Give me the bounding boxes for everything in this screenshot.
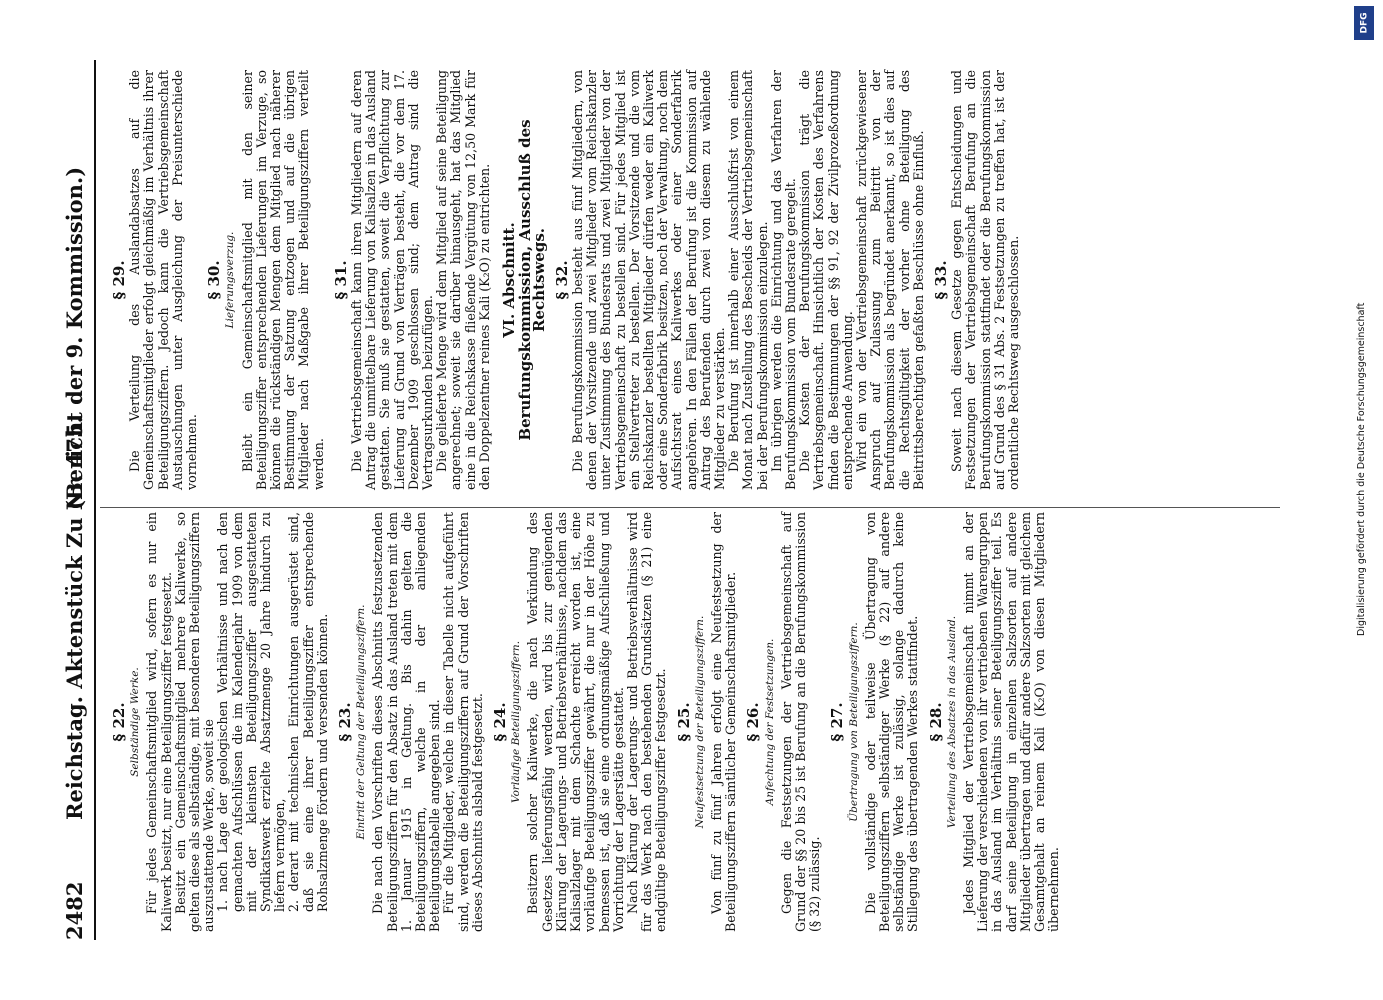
credit-text: Digitalisierung gefördert durch die Deutsche Forschungsgemeinschaft bbox=[1356, 302, 1367, 636]
section-subtitle: Vorläufige Beteiligungsziffern. bbox=[510, 640, 523, 804]
section-heading: § 25. bbox=[674, 702, 693, 742]
section-heading: § 22. bbox=[110, 702, 128, 742]
page-number: 2482 bbox=[62, 881, 87, 940]
paragraph: Die Kosten der Berufungskommission trägt die Vertriebsgemeinschaft. Hinsichtlich der Kosten des Verfahrens finden die Bestimmungen der §§ 91, 92 der Zivilprozeßordnung entsprechende Anwendung. bbox=[797, 70, 855, 490]
section-heading: § 23. bbox=[336, 702, 355, 742]
paragraph: Von fünf zu fünf Jahren erfolgt eine Neufestsetzung der Beteiligungsziffern sämtlicher Gemeinschaftsmitglieder. bbox=[708, 512, 739, 932]
paragraph: Soweit nach diesem Gesetze gegen Entscheidungen und Festsetzungen der Vertriebsgemeinschaft Berufung an die Berufungskommission stattfindet oder die Berufungskommission auf Grund des § 31 Abs. 2 Festsetzungen zu treffen hat, ist der ordentliche Rechtsweg ausgeschlossen. bbox=[949, 70, 1021, 490]
section-heading: § 31. bbox=[331, 260, 350, 300]
section-heading: § 33. bbox=[931, 260, 950, 300]
paragraph: Die vollständige oder teilweise Übertragung von Beteiligungsziffern selbständiger Werke (§ 22) auf andere selbständige Werke ist zulässig, solange dadurch keine Stillegung des übertragenden Werkes stattfindet. bbox=[862, 512, 921, 932]
paragraph: Die Vertriebsgemeinschaft kann ihren Mitgliedern auf deren Antrag die unmittelbare Lieferung von Kalisalzen in das Ausland gestatten. Sie muß sie gestatten, soweit die Verpflichtung zur Lieferung auf Grund von Verträgen besteht, die vor dem 17. Dezember 1909 geschlossen sind; dem Antrag sind die Vertragsurkunden beizufügen. bbox=[349, 70, 436, 490]
part-title: Berufungskommission, Ausschluß des Rechtswegs. bbox=[516, 119, 549, 441]
header-report: (Bericht der 9. Kommission.) bbox=[62, 166, 87, 510]
section-heading: § 24. bbox=[491, 702, 510, 742]
column-divider bbox=[100, 507, 1280, 508]
section-subtitle: Eintritt der Geltung der Beteiligungsziffern. bbox=[355, 604, 368, 840]
paragraph: Die Berufung ist innerhalb einer Ausschlußfrist von einem Monat nach Zustellung des Bescheids der Vertriebsgemeinschaft bei der Berufungskommission einzulegen. bbox=[726, 70, 770, 490]
paragraph: Für die Mitglieder, welche in dieser Tabelle nicht aufgeführt sind, werden die Beteiligungsziffern auf Grund der Vorschriften dieses Abschnitts alsbald festgesetzt. bbox=[441, 512, 485, 932]
paragraph: Gegen die Festsetzungen der Vertriebsgemeinschaft auf Grund der §§ 20 bis 25 ist Berufung an die Berufungskommission (§ 32) zulässig. bbox=[778, 512, 823, 932]
paragraph: Besitzt ein Gemeinschaftsmitglied mehrere Kaliwerke, so gelten diese als selbständige, mit besonderen Beteiligungsziffern auszustattende Werke, soweit sie bbox=[172, 512, 217, 932]
section-subtitle: Lieferungsverzug. bbox=[224, 231, 237, 329]
paragraph: Nach Klärung der Lagerungs- und Betriebsverhältnisse wird für das Werk nach den bestehenden Grundsätzen (§ 21) eine endgültige Beteiligungsziffer festgesetzt. bbox=[624, 512, 669, 932]
paragraph: Wird ein von der Vertriebsgemeinschaft zurückgewiesener Anspruch auf Zulassung zum Beitritt von der Berufungskommission als begründet anerkannt, so ist dies auf die Rechtsgültigkeit der vorher ohne Beteiligung des Beitrittsberechtigten gefaßten Beschlüsse ohne Einfluß. bbox=[853, 70, 926, 490]
section-subtitle: Selbständige Werke. bbox=[129, 667, 142, 777]
paragraph: Die Berufungskommission besteht aus fünf Mitgliedern, von denen der Vorsitzende und zwei Mitglieder vom Reichskanzler unter Zustimmung des Bundesrats und zwei Mitglieder von der Vertriebsgemeinschaft zu bestellen sind. Für jedes Mitglied ist ein Stellvertreter zu bestellen. Der Vorsitzende und die vom Reichskanzler bestellten Mitglieder dürfen weder ein Kaliwerk oder eine Sonderfabrik besitzen, noch der Verwaltung, noch dem Aufsichtsrat eines Kaliwerkes oder einer Sonderfabrik angehören. In den Fällen der Berufung ist die Kommission auf Antrag des Berufenden durch zwei von diesem zu wählende Mitglieder zu verstärken. bbox=[569, 70, 727, 490]
section-subtitle: Anfechtung der Festsetzungen. bbox=[763, 638, 776, 806]
paragraph: Besitzern solcher Kaliwerke, die nach Verkündung des Gesetzes lieferungsfähig werden, wird bis zur genügenden Klärung der Lagerungs- und Betriebsverhältnisse, nachdem das Kalisalzlager mit dem Schachte erreicht worden ist, eine vorläufige Beteiligungsziffer gewährt, die nur in der Höhe zu bemessen ist, daß sie eine ordnungsmäßige Aufschließung und Vorrichtung der Lagerstätte gestattet. bbox=[525, 512, 626, 932]
paragraph: Die nach den Vorschriften dieses Abschnitts festzusetzenden Beteiligungsziffern für den Absatz in das Ausland treten mit dem 1. Januar 1915 in Geltung. Bis dahin gelten die Beteiligungsziffern, welche in der anliegenden Beteiligungstabelle angegeben sind. bbox=[370, 512, 443, 932]
list-item: 1. nach Lage der geologischen Verhältnisse und nach den gemachten Aufschlüssen die im Kalenderjahr 1909 von dem mit der kleinsten Beteiligungsziffer ausgestatteten Syndikatswerk erzielte Absatzmenge 20 Jahre hindurch zu liefern vermögen, bbox=[215, 512, 288, 912]
paragraph: Im übrigen werden die Einrichtung und das Verfahren der Berufungskommission vom Bundesrate geregelt. bbox=[768, 70, 798, 490]
section-heading: § 26. bbox=[744, 702, 763, 742]
section-heading: § 28. bbox=[926, 702, 945, 742]
left-column bbox=[104, 512, 1061, 932]
list-item: 2. derart mit technischen Einrichtungen ausgerüstet sind, daß sie eine ihrer Beteiligungsziffer entsprechende Rohsalzmenge fördern und versenden können. bbox=[286, 512, 330, 912]
paragraph: Jedes Mitglied der Vertriebsgemeinschaft nimmt an der Lieferung der verschiedenen von ihr vertriebenen Warengruppen in das Ausland im Verhältnis seiner Beteiligungsziffer teil. Es darf seine Beteiligung in einzelnen Salzsorten auf andere Mitglieder übertragen und dafür andere Salzsorten mit gleichem Gesamtgehalt an reinem Kali (K₂O) von diesen Mitgliedern übernehmen. bbox=[960, 512, 1062, 932]
right-column bbox=[104, 70, 1021, 490]
header-title: Reichstag. Aktenstück Zu Nr. 475. bbox=[62, 416, 87, 820]
part-heading: VI. Abschnitt. bbox=[500, 222, 519, 338]
paragraph: Die gelieferte Menge wird dem Mitglied auf seine Beteiligung angerechnet; soweit sie darüber hinausgeht, hat das Mitglied eine in die Reichskasse fließende Vergütung von 12,50 Mark für den Doppelzentner reines Kali (K₂O) zu entrichten. bbox=[434, 70, 492, 490]
section-subtitle: Neufestsetzung der Beteiligungsziffern. bbox=[693, 615, 706, 829]
section-heading: § 27. bbox=[828, 702, 847, 742]
digitization-credit bbox=[1350, 46, 1376, 636]
paragraph: Für jedes Gemeinschaftsmitglied wird, sofern es nur ein Kaliwerk besitzt, nur eine Beteiligungsziffer festgesetzt. bbox=[144, 512, 174, 932]
paragraph: Die Verteilung des Auslandabsatzes auf die Gemeinschaftsmitglieder erfolgt gleichmäßig im Verhältnis ihrer Beteiligungsziffern. Jedoch kann die Vertriebsgemeinschaft Austauschungen unter Ausgleichung der Preisunterschiede vornehmen. bbox=[127, 70, 200, 490]
section-subtitle: Übertragung von Beteiligungsziffern. bbox=[847, 622, 860, 822]
digitization-sidebar bbox=[1354, 6, 1376, 646]
section-subtitle: Verteilung des Absatzes in das Ausland. bbox=[945, 615, 958, 829]
header-rule bbox=[94, 60, 96, 940]
section-heading: § 32. bbox=[552, 260, 571, 300]
page-header bbox=[58, 60, 94, 940]
paragraph: Bleibt ein Gemeinschaftsmitglied mit den seiner Beteiligungsziffer entsprechenden Lieferungen im Verzuge, so können die rückständigen Mengen dem Mitglied nach näherer Bestimmung der Satzung entzogen und auf die übrigen Mitglieder nach Maßgabe ihrer Beteiligungsziffern verteilt werden. bbox=[239, 70, 326, 490]
dfg-logo-text: DFG bbox=[1359, 12, 1370, 34]
section-heading: § 30. bbox=[205, 260, 224, 300]
section-heading: § 29. bbox=[110, 260, 128, 300]
dfg-logo bbox=[1354, 6, 1374, 40]
